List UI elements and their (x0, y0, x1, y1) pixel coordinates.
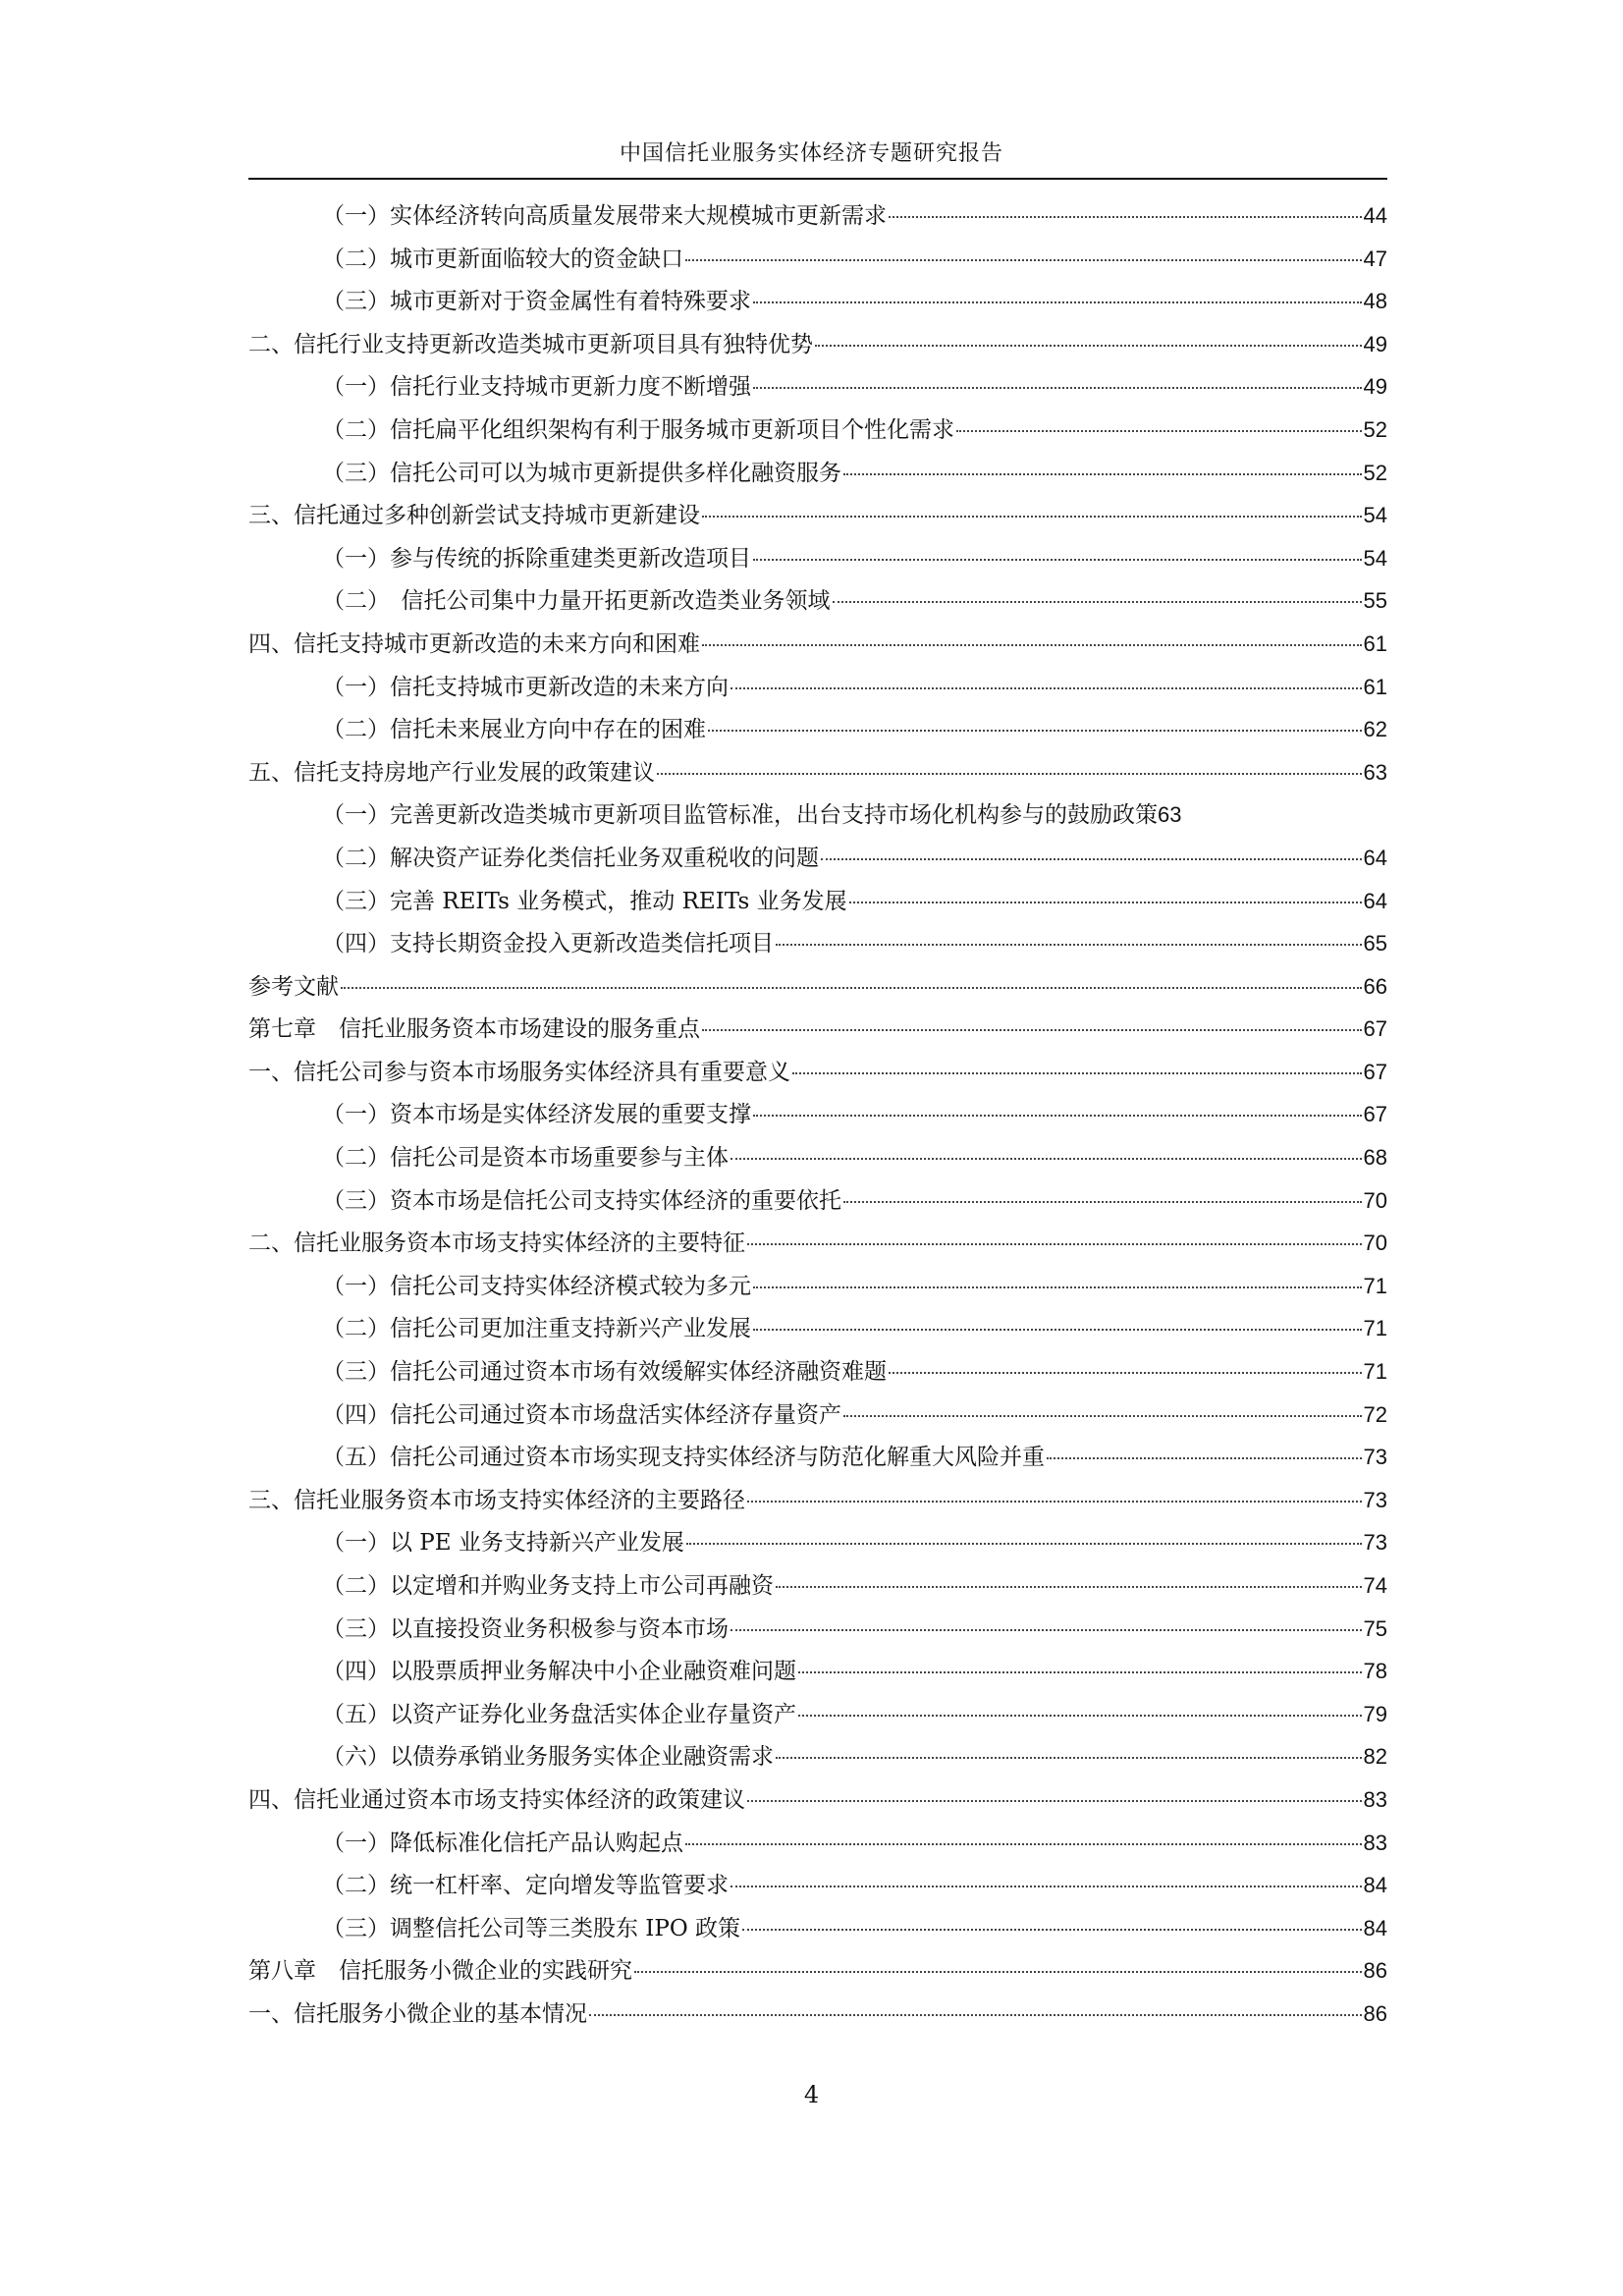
toc-dot-leader (889, 1372, 1362, 1374)
toc-entry-page: 63 (1158, 802, 1182, 828)
toc-entry-page: 70 (1363, 1230, 1387, 1256)
toc-entry[interactable] (248, 245, 1387, 288)
toc-entry-title: 二、信托业服务资本市场支持实体经济的主要特征 (248, 1230, 745, 1257)
toc-dot-leader (730, 1629, 1362, 1631)
toc-entry[interactable] (248, 330, 1387, 373)
toc-dot-leader (742, 1929, 1361, 1931)
toc-dot-leader (702, 1029, 1362, 1031)
toc-entry-title: （五）以资产证券化业务盘活实体企业存量资产 (322, 1701, 796, 1727)
toc-entry-page: 48 (1363, 289, 1387, 314)
toc-dot-leader (776, 1757, 1362, 1759)
toc-dot-leader (843, 1415, 1362, 1417)
toc-entry[interactable] (248, 1314, 1387, 1357)
toc-entry-title: 四、信托支持城市更新改造的未来方向和困难 (248, 630, 700, 657)
toc-entry-title: 第八章 信托服务小微企业的实践研究 (248, 1958, 632, 1985)
toc-dot-leader (685, 1843, 1362, 1845)
toc-entry-title: 第七章 信托业服务资本市场建设的服务重点 (248, 1016, 700, 1043)
toc-entry-title: （四）信托公司通过资本市场盘活实体经济存量资产 (322, 1401, 841, 1428)
toc-entry[interactable] (248, 715, 1387, 758)
toc-entry[interactable] (248, 459, 1387, 502)
toc-entry[interactable] (248, 1014, 1387, 1058)
toc-entry-page: 86 (1363, 2000, 1387, 2026)
toc-entry-page: 74 (1363, 1573, 1387, 1598)
toc-entry-page: 67 (1363, 1059, 1387, 1084)
toc-entry-page: 66 (1363, 973, 1387, 999)
toc-entry[interactable] (248, 372, 1387, 415)
toc-entry-page: 54 (1363, 503, 1387, 528)
toc-entry-title: （二）信托未来展业方向中存在的困难 (322, 717, 706, 743)
toc-dot-leader (753, 559, 1362, 561)
toc-entry[interactable] (248, 972, 1387, 1015)
toc-entry[interactable] (248, 1914, 1387, 1957)
toc-entry[interactable] (248, 1486, 1387, 1529)
toc-dot-leader (753, 1286, 1362, 1288)
toc-entry[interactable] (248, 1143, 1387, 1186)
toc-entry-page: 71 (1363, 1273, 1387, 1298)
toc-entry-page: 72 (1363, 1401, 1387, 1427)
toc-dot-leader (849, 902, 1362, 903)
toc-dot-leader (730, 1158, 1362, 1160)
toc-entry-page: 71 (1363, 1359, 1387, 1385)
toc-entry[interactable] (248, 586, 1387, 629)
header-rule (248, 178, 1387, 180)
toc-entry-page: 84 (1363, 1915, 1387, 1941)
toc-entry-title: （二）城市更新面临较大的资金缺口 (322, 246, 683, 272)
toc-entry-title: （三）调整信托公司等三类股东 IPO 政策 (322, 1915, 741, 1941)
toc-entry-title: （一）信托行业支持城市更新力度不断增强 (322, 374, 751, 401)
toc-entry-page: 54 (1363, 545, 1387, 571)
toc-dot-leader (843, 473, 1362, 475)
toc-entry-page: 75 (1363, 1615, 1387, 1641)
toc-entry[interactable] (248, 929, 1387, 972)
toc-dot-leader (833, 601, 1362, 603)
toc-entry-title: （二）以定增和并购业务支持上市公司再融资 (322, 1573, 774, 1599)
toc-dot-leader (798, 1671, 1362, 1673)
toc-dot-leader (1047, 1457, 1362, 1459)
toc-entry-title: （三）城市更新对于资金属性有着特殊要求 (322, 289, 751, 315)
toc-dot-leader (956, 430, 1362, 432)
toc-dot-leader (747, 1243, 1362, 1245)
toc-entry-title: 三、信托通过多种创新尝试支持城市更新建设 (248, 503, 700, 529)
toc-entry-title: 三、信托业服务资本市场支持实体经济的主要路径 (248, 1487, 745, 1513)
toc-entry-page: 79 (1363, 1701, 1387, 1726)
toc-entry-page: 64 (1363, 845, 1387, 870)
toc-entry[interactable] (248, 1829, 1387, 1872)
toc-entry[interactable] (248, 629, 1387, 673)
toc-dot-leader (798, 1715, 1362, 1717)
toc-entry[interactable] (248, 287, 1387, 330)
toc-entry[interactable] (248, 1186, 1387, 1230)
toc-entry-page: 61 (1363, 674, 1387, 699)
toc-entry-page: 83 (1363, 1786, 1387, 1812)
toc-entry-title: 一、信托服务小微企业的基本情况 (248, 2000, 587, 2027)
toc-entry-title: （一）完善更新改造类城市更新项目监管标准，出台支持市场化机构参与的鼓励政策 (322, 802, 1158, 829)
toc-entry-page: 70 (1363, 1187, 1387, 1213)
toc-entry-page: 73 (1363, 1530, 1387, 1556)
toc-entry-page: 47 (1363, 246, 1387, 271)
toc-dot-leader (747, 1800, 1362, 1802)
toc-entry-page: 83 (1363, 1830, 1387, 1855)
toc-entry[interactable] (248, 1742, 1387, 1785)
toc-entry[interactable] (248, 887, 1387, 930)
toc-entry[interactable] (248, 1700, 1387, 1743)
toc-dot-leader (730, 1886, 1362, 1887)
toc-entry[interactable] (248, 544, 1387, 587)
toc-entry-title: （三）信托公司可以为城市更新提供多样化融资服务 (322, 460, 841, 486)
toc-entry[interactable] (248, 1528, 1387, 1571)
toc-entry[interactable] (248, 201, 1387, 245)
toc-dot-leader (753, 387, 1362, 389)
toc-entry-title: （三）资本市场是信托公司支持实体经济的重要依托 (322, 1187, 841, 1214)
toc-entry[interactable] (248, 1999, 1387, 2043)
toc-entry-title: （一）信托公司支持实体经济模式较为多元 (322, 1273, 751, 1299)
toc-entry[interactable] (248, 1785, 1387, 1829)
toc-dot-leader (702, 644, 1362, 646)
toc-entry-title: 参考文献 (248, 973, 339, 1000)
toc-entry-title: （二）统一杠杆率、定向增发等监管要求 (322, 1873, 729, 1899)
toc-entry[interactable] (248, 1357, 1387, 1400)
toc-entry-page: 86 (1363, 1958, 1387, 1984)
toc-entry-page: 44 (1363, 203, 1387, 228)
toc-entry-page: 64 (1363, 888, 1387, 913)
toc-entry[interactable] (248, 1058, 1387, 1101)
toc-entry[interactable] (248, 415, 1387, 459)
toc-entry-page: 62 (1363, 717, 1387, 742)
toc-dot-leader (753, 301, 1362, 303)
toc-entry-page: 78 (1363, 1659, 1387, 1684)
toc-dot-leader (815, 345, 1362, 347)
toc-entry-page: 84 (1363, 1873, 1387, 1898)
toc-dot-leader (747, 1501, 1362, 1503)
toc-entry-page: 67 (1363, 1102, 1387, 1127)
toc-entry[interactable] (248, 1100, 1387, 1143)
toc-entry-title: （二） 信托公司集中力量开拓更新改造类业务领域 (322, 588, 831, 615)
toc-entry-page: 52 (1363, 416, 1387, 442)
toc-dot-leader (776, 944, 1362, 946)
toc-entry[interactable] (248, 501, 1387, 544)
running-header: 中国信托业服务实体经济专题研究报告 (619, 141, 1003, 166)
toc-entry[interactable] (248, 1614, 1387, 1658)
toc-entry[interactable] (248, 1871, 1387, 1914)
toc-entry-page: 52 (1363, 460, 1387, 485)
toc-entry[interactable] (248, 800, 1387, 844)
toc-entry-page: 67 (1363, 1016, 1387, 1042)
toc-entry-title: （二）信托公司更加注重支持新兴产业发展 (322, 1316, 751, 1342)
toc-dot-leader (776, 1586, 1362, 1588)
toc-entry-page: 49 (1363, 331, 1387, 356)
toc-dot-leader (753, 1115, 1362, 1117)
toc-entry-title: （一）以 PE 业务支持新兴产业发展 (322, 1530, 684, 1557)
toc-dot-leader (634, 1971, 1362, 1973)
toc-entry[interactable] (248, 1400, 1387, 1444)
toc-entry-page: 68 (1363, 1145, 1387, 1171)
toc-entry[interactable] (248, 758, 1387, 801)
toc-entry-page: 73 (1363, 1487, 1387, 1512)
toc-entry-page: 65 (1363, 931, 1387, 957)
toc-entry-title: （四）以股票质押业务解决中小企业融资难问题 (322, 1659, 796, 1685)
toc-dot-leader (657, 773, 1362, 775)
toc-dot-leader (730, 687, 1362, 689)
toc-entry[interactable] (248, 844, 1387, 887)
toc-entry-page: 61 (1363, 630, 1387, 656)
toc-entry-title: （一）参与传统的拆除重建类更新改造项目 (322, 545, 751, 572)
toc-entry-title: （二）信托扁平化组织架构有利于服务城市更新项目个性化需求 (322, 416, 954, 443)
toc-entry[interactable] (248, 1443, 1387, 1486)
page-number: 4 (803, 2081, 820, 2108)
toc-entry-page: 71 (1363, 1316, 1387, 1341)
toc-dot-leader (821, 858, 1362, 860)
toc-entry-title: 一、信托公司参与资本市场服务实体经济具有重要意义 (248, 1059, 790, 1085)
toc-dot-leader (843, 1201, 1362, 1203)
toc-entry-title: （三）以直接投资业务积极参与资本市场 (322, 1615, 729, 1642)
toc-entry-title: （一）信托支持城市更新改造的未来方向 (322, 674, 729, 700)
toc-entry-title: （二）信托公司是资本市场重要参与主体 (322, 1145, 729, 1172)
toc-dot-leader (702, 516, 1362, 518)
toc-dot-leader (889, 216, 1362, 218)
toc-dot-leader (686, 1543, 1362, 1545)
toc-entry-title: （四）支持长期资金投入更新改造类信托项目 (322, 931, 774, 957)
toc-entry-title: （三）完善 REITs 业务模式，推动 REITs 业务发展 (322, 888, 847, 914)
toc-entry-title: 四、信托业通过资本市场支持实体经济的政策建议 (248, 1786, 745, 1813)
toc-entry-title: （二）解决资产证券化类信托业务双重税收的问题 (322, 845, 819, 871)
toc-entry[interactable] (248, 1657, 1387, 1700)
toc-entry-title: 二、信托行业支持更新改造类城市更新项目具有独特优势 (248, 331, 813, 357)
toc-dot-leader (341, 987, 1362, 989)
toc-entry-title: （六）以债券承销业务服务实体企业融资需求 (322, 1744, 774, 1771)
toc-entry-page: 55 (1363, 588, 1387, 614)
toc-entry[interactable] (248, 1956, 1387, 1999)
toc-dot-leader (792, 1072, 1362, 1074)
table-of-contents (248, 201, 1387, 2043)
toc-entry[interactable] (248, 1272, 1387, 1315)
toc-entry[interactable] (248, 1229, 1387, 1272)
toc-dot-leader (753, 1329, 1362, 1331)
toc-entry-title: （一）降低标准化信托产品认购起点 (322, 1830, 683, 1856)
toc-entry-title: （三）信托公司通过资本市场有效缓解实体经济融资难题 (322, 1359, 887, 1386)
toc-dot-leader (589, 2014, 1362, 2016)
toc-entry[interactable] (248, 673, 1387, 716)
toc-entry-title: （一）实体经济转向高质量发展带来大规模城市更新需求 (322, 203, 887, 229)
toc-dot-leader (708, 730, 1362, 732)
toc-entry-page: 73 (1363, 1445, 1387, 1470)
toc-entry-title: （五）信托公司通过资本市场实现支持实体经济与防范化解重大风险并重 (322, 1445, 1045, 1471)
toc-entry-page: 49 (1363, 374, 1387, 400)
toc-dot-leader (685, 259, 1362, 261)
toc-entry-page: 82 (1363, 1744, 1387, 1770)
toc-entry[interactable] (248, 1571, 1387, 1614)
toc-entry-title: 五、信托支持房地产行业发展的政策建议 (248, 759, 655, 786)
toc-entry-page: 63 (1363, 759, 1387, 785)
toc-entry-title: （一）资本市场是实体经济发展的重要支撑 (322, 1102, 751, 1128)
